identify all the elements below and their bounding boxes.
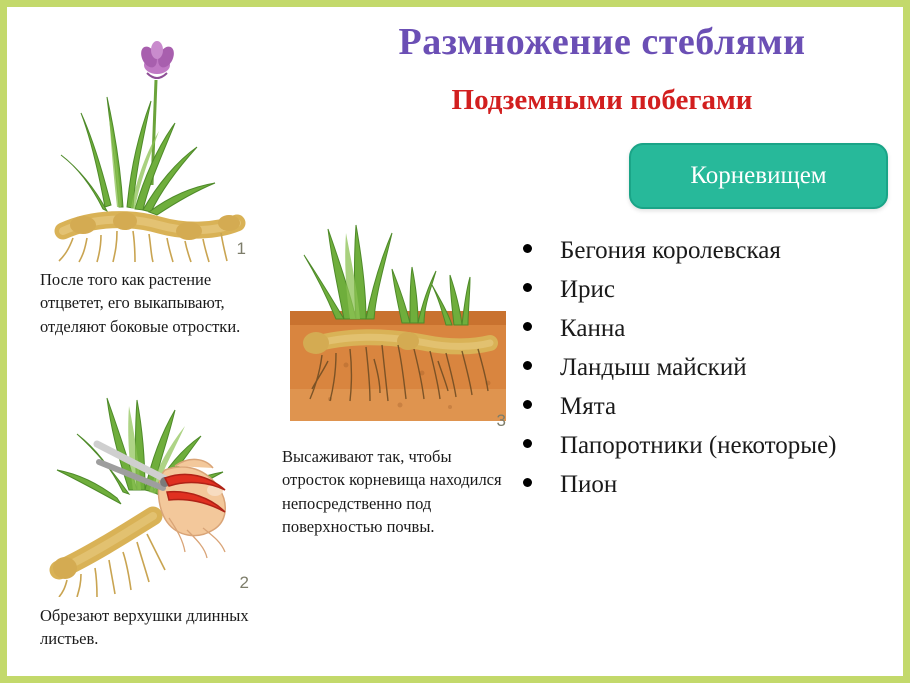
- bullet-icon: [523, 283, 532, 292]
- page-title: Размножение стеблями: [398, 21, 806, 63]
- page-subtitle: Подземными побегами: [451, 84, 753, 116]
- bullet-icon: [523, 322, 532, 331]
- figure-2-image: [37, 370, 257, 597]
- soil-planting-illustration: [282, 193, 514, 435]
- figure-1-image: [39, 35, 254, 263]
- bullet-icon: [523, 400, 532, 409]
- callout-label: Корневищем: [690, 162, 827, 189]
- plant-list: [523, 237, 910, 510]
- list-item: [523, 354, 910, 388]
- iris-plant-illustration: [39, 35, 254, 263]
- list-item: [523, 315, 910, 349]
- list-item-label: Ландыш майский: [560, 354, 747, 381]
- figure-1-caption: После того как растение отцветет, его выкапывают, отделяют боковые отростки.: [40, 270, 241, 336]
- figure-number: 2: [239, 573, 249, 592]
- list-item: [523, 276, 910, 310]
- list-item: [523, 432, 910, 466]
- figure-number: 3: [496, 411, 506, 430]
- figure-3-image: [282, 193, 514, 435]
- list-item-label: Ирис: [560, 276, 616, 303]
- pruning-hands-illustration: [37, 370, 257, 597]
- figure-3-caption: Высаживают так, чтобы отросток корневища находился непосредственно под поверхностью почвы.: [282, 447, 502, 537]
- list-item-label: Пион: [560, 471, 618, 498]
- figure-number: 1: [236, 239, 246, 258]
- list-item-label: Канна: [560, 315, 626, 342]
- list-item-label: Папоротники (некоторые): [560, 432, 837, 459]
- list-item-label: Мята: [560, 393, 617, 420]
- bullet-icon: [523, 439, 532, 448]
- bullet-icon: [523, 361, 532, 370]
- figure-2-caption: Обрезают верхушки длинных листьев.: [40, 606, 249, 649]
- bullet-icon: [523, 244, 532, 253]
- bullet-icon: [523, 478, 532, 487]
- list-item: [523, 393, 910, 427]
- list-item: [523, 471, 910, 505]
- callout-box: [629, 143, 888, 209]
- list-item: [523, 237, 910, 271]
- slide-canvas: [7, 7, 903, 676]
- list-item-label: Бегония королевская: [560, 237, 781, 264]
